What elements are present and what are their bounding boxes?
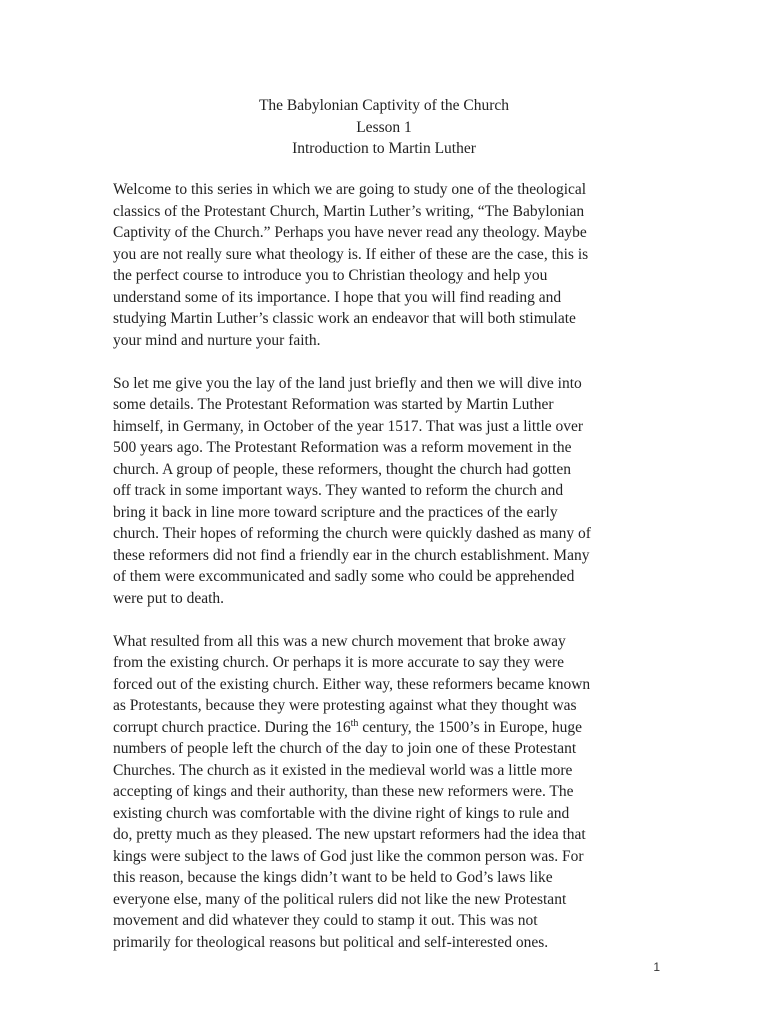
text-line: movement and did whatever they could to stamp it out. This was not: [113, 912, 538, 929]
body-text: [113, 179, 673, 975]
document-subtitle: Introduction to Martin Luther: [292, 140, 476, 157]
text-fragment: century, the 1500’s in Europe, huge: [358, 718, 583, 736]
text-line: Captivity of the Church.” Perhaps you have never read any theology. Maybe: [113, 224, 587, 241]
text-line: classics of the Protestant Church, Martin Luther’s writing, “The Babylonian: [113, 202, 585, 220]
text-line: off track in some important ways. They wanted to reform the church and: [113, 482, 564, 499]
text-line: existing church was comfortable with the divine right of kings to rule and: [113, 804, 570, 822]
text-line: you are not really sure what theology is. If either of these are the case, this is: [113, 245, 589, 263]
text-line: from the existing church. Or perhaps it is more accurate to say they were: [113, 654, 565, 671]
text-line: numbers of people left the church of the day to join one of these Protestant: [113, 740, 577, 757]
text-line: church. A group of people, these reformers, thought the church had gotten: [113, 460, 571, 478]
text-line: bring it back in line more toward scripture and the practices of the early: [113, 503, 558, 521]
text-line: primarily for theological reasons but political and self-interested ones.: [113, 933, 549, 951]
page-number: 1: [653, 960, 660, 974]
text-line: kings were subject to the laws of God just like the common person was. For: [113, 847, 584, 865]
paragraph-3: [113, 631, 673, 954]
text-line: himself, in Germany, in October of the year 1517. That was just a little over: [113, 417, 584, 435]
text-line: your mind and nurture your faith.: [113, 331, 321, 349]
lesson-label: Lesson 1: [356, 118, 412, 136]
ordinal-superscript: th: [350, 717, 359, 729]
text-line: So let me give you the lay of the land just briefly and then we will dive into: [113, 374, 582, 392]
text-line: were put to death.: [113, 589, 225, 607]
title-block: [0, 95, 768, 160]
text-line: of them were excommunicated and sadly some who could be apprehended: [113, 568, 575, 585]
text-line: everyone else, many of the political rulers did not like the new Protestant: [113, 890, 567, 908]
text-line: the perfect course to introduce you to Christian theology and help you: [113, 267, 548, 284]
text-line: church. Their hopes of reforming the church were quickly dashed as many of: [113, 525, 591, 542]
text-line: these reformers did not find a friendly ear in the church establishment. Many: [113, 546, 590, 564]
paragraph-1: [113, 179, 673, 351]
text-line: some details. The Protestant Reformation was started by Martin Luther: [113, 396, 554, 413]
paragraph-2: [113, 373, 673, 610]
text-line: this reason, because the kings didn’t want to be held to God’s laws like: [113, 869, 553, 886]
text-fragment: corrupt church practice. During the 16: [113, 718, 351, 736]
document-title: The Babylonian Captivity of the Church: [258, 97, 510, 114]
text-line: studying Martin Luther’s classic work an endeavor that will both stimulate: [113, 310, 576, 327]
text-line: do, pretty much as they pleased. The new upstart reformers had the idea that: [113, 826, 586, 843]
text-line: understand some of its importance. I hope that you will find reading and: [113, 288, 562, 306]
text-line: forced out of the existing church. Either way, these reformers became known: [113, 675, 591, 693]
text-line: accepting of kings and their authority, than these new reformers were. The: [113, 783, 574, 800]
text-line: Welcome to this series in which we are going to study one of the theological: [113, 181, 587, 198]
text-line-with-superscript: [113, 717, 673, 739]
text-line: as Protestants, because they were protesting against what they thought was: [113, 697, 577, 714]
text-line: What resulted from all this was a new church movement that broke away: [113, 632, 566, 650]
text-line: 500 years ago. The Protestant Reformation was a reform movement in the: [113, 439, 572, 456]
text-line: Churches. The church as it existed in the medieval world was a little more: [113, 761, 573, 779]
